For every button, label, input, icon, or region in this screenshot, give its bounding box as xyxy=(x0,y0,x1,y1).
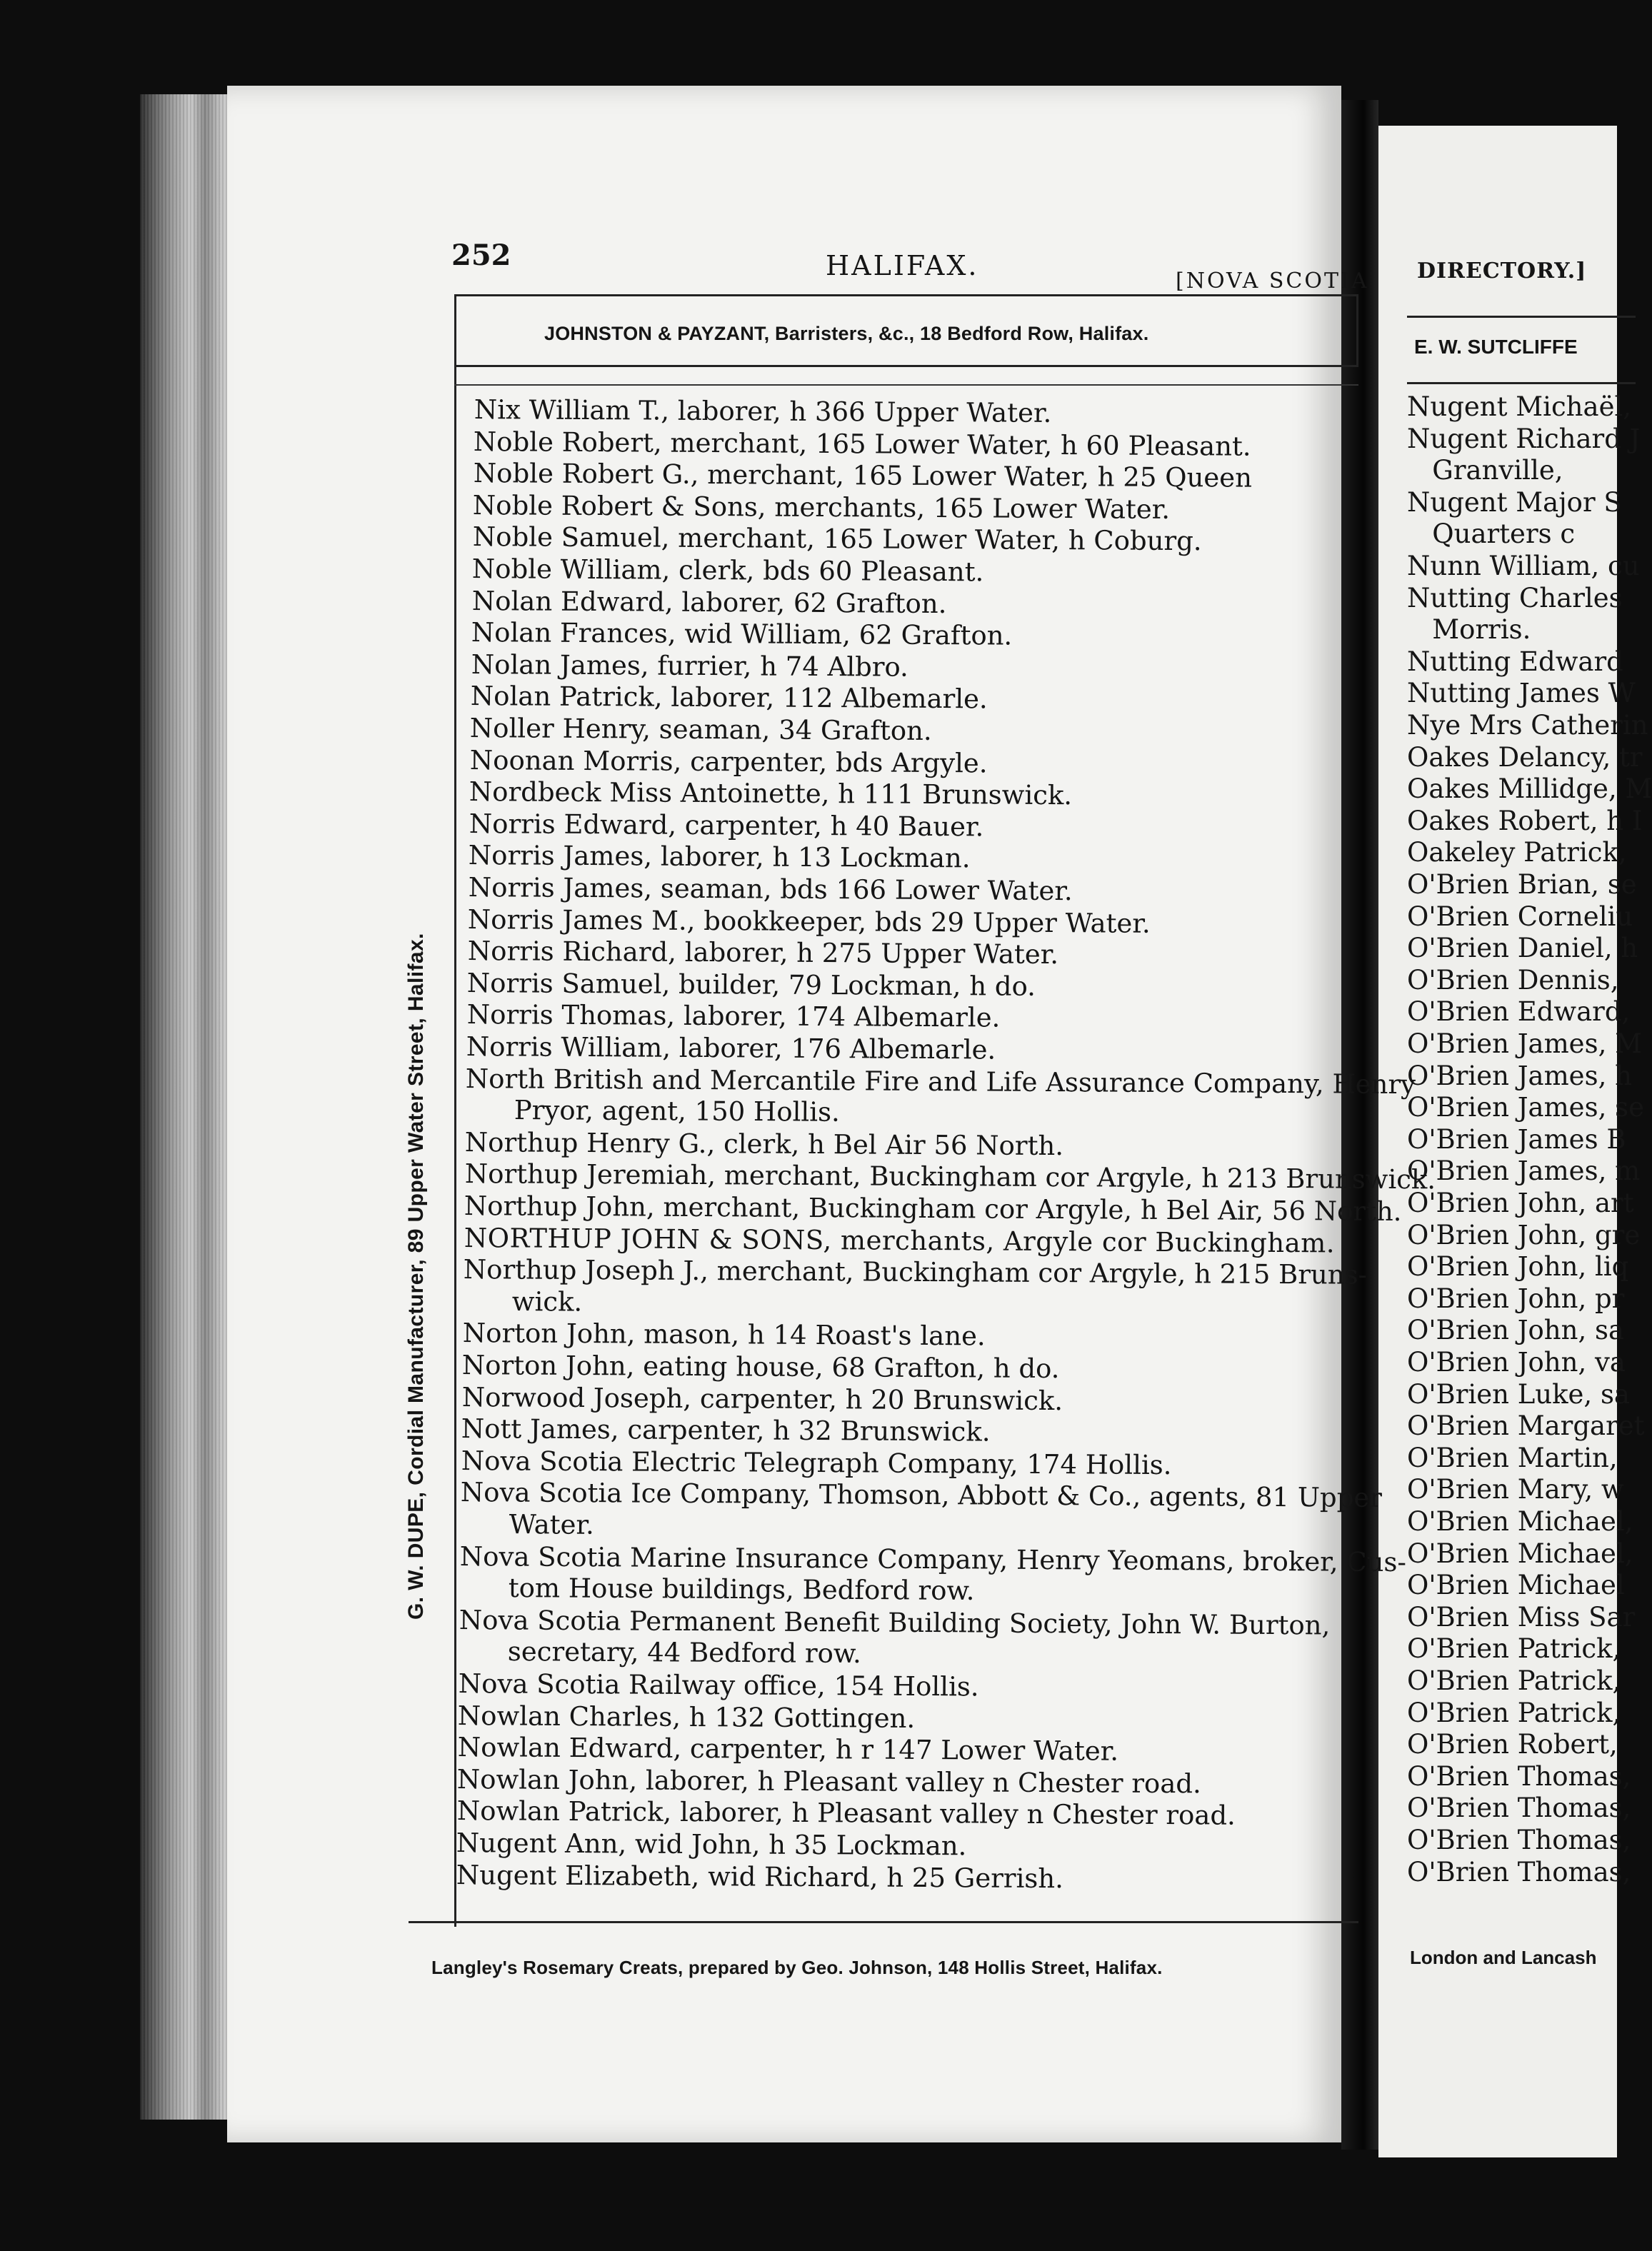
right-directory-entry: O'Brien James B xyxy=(1407,1124,1626,1155)
right-directory-entry: Nugent Major S xyxy=(1407,487,1622,518)
right-directory-entry: O'Brien Brian, se xyxy=(1407,869,1637,900)
right-directory-entry: O'Brien Daniel, h xyxy=(1407,933,1638,963)
right-directory-entry: Quarters c xyxy=(1407,518,1576,549)
right-directory-entry: O'Brien Michael, xyxy=(1407,1506,1633,1537)
directory-entry: Nova Scotia Ice Company, Thomson, Abbott & Co., agents, 81 Upper xyxy=(460,1477,1383,1513)
directory-entry: Nolan Patrick, laborer, 112 Albemarle. xyxy=(470,681,988,715)
directory-entry: Northup John, merchant, Buckingham cor Argyle, h Bel Air, 56 North. xyxy=(464,1190,1402,1228)
directory-entry: Norris James M., bookkeeper, bds 29 Upper Water. xyxy=(467,904,1151,939)
directory-entry: Pryor, agent, 150 Hollis. xyxy=(514,1095,840,1128)
right-directory-entry: O'Brien Patrick, xyxy=(1407,1665,1621,1696)
right-directory-entry: O'Brien James, m xyxy=(1407,1155,1641,1186)
right-directory-entry: O'Brien Thomas, xyxy=(1407,1857,1631,1887)
right-footer-advert: London and Lancash xyxy=(1410,1947,1597,1968)
right-directory-entry: Granville, xyxy=(1407,455,1563,486)
directory-entry: Noble Robert G., merchant, 165 Lower Water, h 25 Queen xyxy=(473,458,1253,493)
directory-entry: Nova Scotia Railway office, 154 Hollis. xyxy=(458,1668,979,1703)
directory-entry: Northup Henry G., clerk, h Bel Air 56 North. xyxy=(464,1127,1064,1162)
directory-entry: Nova Scotia Electric Telegraph Company, 174 Hollis. xyxy=(461,1445,1172,1481)
right-directory-entry: O'Brien John, art xyxy=(1407,1188,1634,1218)
top-banner-advert: JOHNSTON & PAYZANT, Barristers, &c., 18 Bedford Row, Halifax. xyxy=(544,323,1149,344)
directory-entry: Noonan Morris, carpenter, bds Argyle. xyxy=(469,745,988,779)
directory-entry: Northup Joseph J., merchant, Buckingham cor Argyle, h 215 Bruns- xyxy=(463,1254,1368,1290)
right-directory-entry: O'Brien Patrick, xyxy=(1407,1698,1621,1728)
directory-entry: Norris Edward, carpenter, h 40 Bauer. xyxy=(469,808,984,843)
right-directory-entry: O'Brien Luke, sa xyxy=(1407,1379,1630,1410)
directory-entry: Water. xyxy=(509,1509,595,1540)
right-directory-entry: Oakes Millidge, M xyxy=(1407,773,1652,804)
right-directory-entry: O'Brien John, gre xyxy=(1407,1220,1641,1250)
right-directory-entry: O'Brien Thomas, xyxy=(1407,1761,1631,1792)
right-directory-entry: O'Brien John, va xyxy=(1407,1347,1626,1378)
directory-entry: Nott James, carpenter, h 32 Brunswick. xyxy=(461,1413,991,1448)
right-directory-entry: Nugent Richard J xyxy=(1407,423,1641,454)
directory-entry: North British and Mercantile Fire and Life Assurance Company, Henry xyxy=(465,1063,1416,1101)
right-running-head: DIRECTORY.] xyxy=(1417,259,1587,284)
right-directory-entry: Nutting Edward xyxy=(1407,646,1623,677)
directory-entry: Nolan James, furrier, h 74 Albro. xyxy=(471,649,909,683)
right-directory-entry: O'Brien Robert, xyxy=(1407,1729,1618,1760)
right-directory-entry: Nye Mrs Catherin xyxy=(1407,710,1648,741)
side-advert: G. W. DUPE, Cordial Manufacturer, 89 Upper Water Street, Halifax. xyxy=(404,933,428,1620)
directory-entry: Norris Richard, laborer, h 275 Upper Water. xyxy=(467,936,1059,971)
directory-entry: Noble Robert, merchant, 165 Lower Water, h 60 Pleasant. xyxy=(473,426,1251,462)
directory-entry: Norton John, mason, h 14 Roast's lane. xyxy=(462,1318,986,1352)
book-spine xyxy=(140,94,233,2120)
directory-entry: Northup Jeremiah, merchant, Buckingham cor Argyle, h 213 Brunswick. xyxy=(464,1158,1436,1195)
directory-entry: Nugent Ann, wid John, h 35 Lockman. xyxy=(456,1828,967,1862)
directory-entry: Nolan Frances, wid William, 62 Grafton. xyxy=(471,617,1013,651)
directory-entry: Nowlan John, laborer, h Pleasant valley n Chester road. xyxy=(456,1764,1201,1800)
directory-entry: Norton John, eating house, 68 Grafton, h do. xyxy=(461,1350,1060,1385)
directory-entry: Noble Samuel, merchant, 165 Lower Water, h Coburg. xyxy=(472,521,1202,557)
right-directory-entry: O'Brien James, h xyxy=(1407,1061,1632,1091)
right-directory-entry: O'Brien Thomas, xyxy=(1407,1825,1631,1855)
right-directory-entry: O'Brien Dennis, xyxy=(1407,965,1619,996)
right-directory-entry: O'Brien John, sa xyxy=(1407,1315,1625,1345)
directory-entry: Nordbeck Miss Antoinette, h 111 Brunswick. xyxy=(469,776,1073,811)
directory-entry: Nugent Elizabeth, wid Richard, h 25 Gerrish. xyxy=(456,1860,1064,1895)
directory-entry: Norris Thomas, laborer, 174 Albemarle. xyxy=(466,999,1001,1033)
running-head: HALIFAX. xyxy=(826,250,979,281)
right-directory-entry: O'Brien Margaret xyxy=(1407,1410,1645,1441)
right-directory-entry: Nutting Charles xyxy=(1407,583,1623,613)
right-directory-entry: Oakeley Patrick, xyxy=(1407,837,1627,868)
right-directory-entry: Morris. xyxy=(1407,614,1531,645)
right-directory-entry: O'Brien Edward, xyxy=(1407,996,1631,1027)
right-directory-entry: O'Brien John, liq xyxy=(1407,1251,1629,1282)
directory-entry: Nowlan Edward, carpenter, h r 147 Lower Water. xyxy=(457,1732,1119,1767)
directory-entry: Nowlan Charles, h 132 Gottingen. xyxy=(457,1700,916,1734)
directory-entry: tom House buildings, Bedford row. xyxy=(508,1573,975,1606)
directory-entry: Nowlan Patrick, laborer, h Pleasant valley n Chester road. xyxy=(456,1795,1236,1831)
banner-rule xyxy=(454,384,1358,386)
directory-entry: Noble Robert & Sons, merchants, 165 Lower Water. xyxy=(472,490,1171,525)
directory-entry: Noble William, clerk, bds 60 Pleasant. xyxy=(471,553,984,588)
right-directory-entry: Nunn William, cu xyxy=(1407,551,1640,581)
right-directory-entry: O'Brien James, se xyxy=(1407,1092,1644,1123)
directory-entry: secretary, 44 Bedford row. xyxy=(507,1636,862,1670)
right-directory-entry: O'Brien Michael, xyxy=(1407,1538,1633,1569)
right-directory-entry: Oakes Delancy, tr xyxy=(1407,742,1643,773)
directory-entry: Nova Scotia Permanent Benefit Building Society, John W. Burton, xyxy=(459,1605,1331,1641)
right-directory-entry: Oakes Robert, h I xyxy=(1407,806,1643,836)
right-top-banner: E. W. SUTCLIFFE xyxy=(1414,336,1578,358)
directory-entry: Nix William T., laborer, h 366 Upper Water. xyxy=(474,394,1052,428)
right-directory-entry: Nutting James W xyxy=(1407,678,1636,708)
directory-entry: Norris James, seaman, bds 166 Lower Water. xyxy=(468,872,1073,907)
right-directory-entry: O'Brien James, M xyxy=(1407,1028,1642,1059)
directory-entry: Nolan Edward, laborer, 62 Grafton. xyxy=(471,586,947,620)
right-directory-entry: O'Brien Thomas, xyxy=(1407,1793,1631,1823)
bottom-rule xyxy=(409,1921,1358,1923)
right-directory-entry: Nugent Michaël, xyxy=(1407,391,1632,422)
directory-entry: Norris Samuel, builder, 79 Lockman, h do. xyxy=(466,968,1036,1002)
right-directory-entry: O'Brien Patrick, xyxy=(1407,1633,1621,1664)
right-page xyxy=(1378,126,1652,2157)
directory-entry: Noller Henry, seaman, 34 Grafton. xyxy=(469,713,932,746)
right-directory-entry: O'Brien Miss Sar xyxy=(1407,1602,1636,1633)
right-directory-entry: O'Brien Martin, xyxy=(1407,1443,1618,1473)
directory-entry: Norris William, laborer, 176 Albemarle. xyxy=(466,1031,996,1066)
directory-entry: Norwood Joseph, carpenter, h 20 Brunswick. xyxy=(461,1382,1063,1417)
running-tail: [NOVA SCOTIA xyxy=(1176,269,1369,294)
directory-entry: Norris James, laborer, h 13 Lockman. xyxy=(468,840,971,874)
right-directory-entry: O'Brien John, pr xyxy=(1407,1283,1625,1314)
directory-entry: NORTHUP JOHN & SONS, merchants, Argyle cor Buckingham. xyxy=(464,1223,1336,1259)
right-directory-entry: O'Brien Michael xyxy=(1407,1570,1625,1600)
directory-entry: Nova Scotia Marine Insurance Company, Henry Yeomans, broker, Cus- xyxy=(459,1541,1407,1578)
right-directory-entry: O'Brien Mary, w xyxy=(1407,1474,1624,1505)
page-number: 252 xyxy=(451,239,511,272)
directory-entry: wick. xyxy=(511,1286,583,1318)
footer-advert: Langley's Rosemary Creats, prepared by Geo. Johnson, 148 Hollis Street, Halifax. xyxy=(431,1957,1163,1978)
right-directory-entry: O'Brien Corneliu xyxy=(1407,901,1633,932)
